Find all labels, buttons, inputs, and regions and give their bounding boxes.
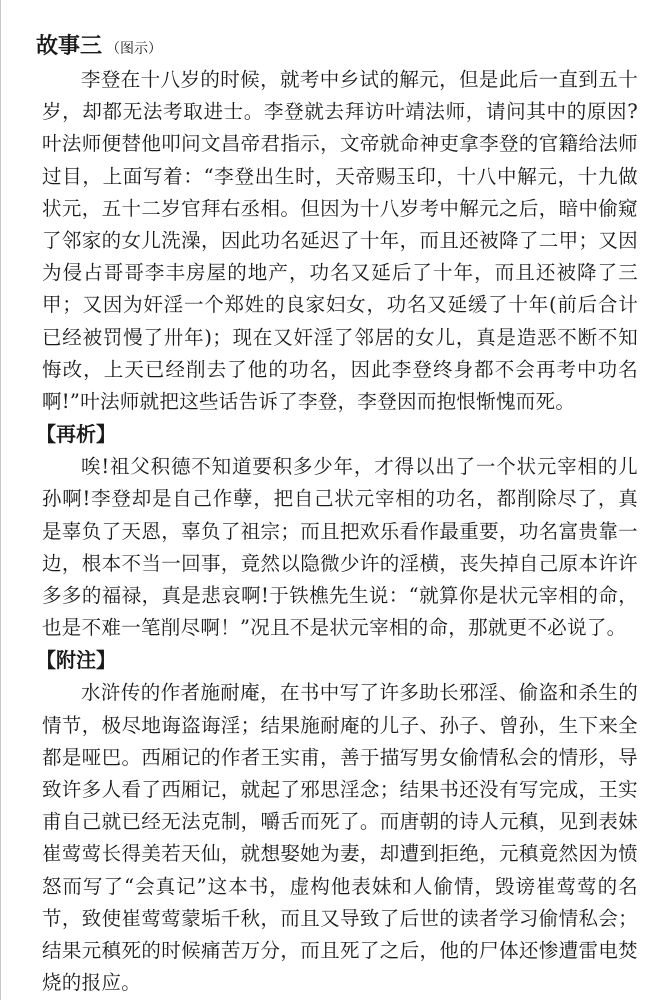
analysis-heading: 【再析】	[36, 422, 116, 447]
story-title-note: （图示）	[106, 41, 163, 57]
story-paragraph: 李登在十八岁的时候，就考中乡试的解元，但是此后一直到五十岁，却都无法考取进士。李登就去拜访叶靖法师，请问其中的原因?叶法师便替他叩问文昌帝君指示，文帝就命神吏拿李登的官籍给法师过目，上面写着：“李登出生时，天帝赐玉印，十八中解元，十九做状元，五十二岁官拜右丞相。但因为十八岁考中解元之后，暗中偷窥了邻家的女儿洗澡，因此功名延迟了十年，而且还被降了二甲；又因为侵占哥哥李丰房屋的地产，功名又延后了十年，而且还被降了三甲；又因为奸淫一个郑姓的良家妇女，功名又延缓了十年(前后合计已经被罚慢了卅年)；现在又奸淫了邻居的女儿，真是造恶不断不知悔改，上天已经削去了他的功名，因此李登终身都不会再考中功名啊!”叶法师就把这些话告诉了李登，李登因而抱恨惭愧而死。	[42, 68, 638, 414]
analysis-paragraph: 唉!祖父积德不知道要积多少年，才得以出了一个状元宰相的儿孙啊!李登却是自己作孽，把自己状元宰相的功名，都削除尽了，真是辜负了天恩，辜负了祖宗；而且把欢乐看作最重要，功名富贵靠一边，根本不当一回事，竟然以隐微少许的淫横，丧失掉自己原本许许多多的福禄，真是悲哀啊!于铁樵先生说：“就算你是状元宰相的命，也是不难一笔削尽啊！”况且不是状元宰相的命，那就更不必说了。	[42, 455, 638, 640]
note-paragraph: 水浒传的作者施耐庵，在书中写了许多助长邪淫、偷盗和杀生的情节，极尽地诲盗诲淫；结果施耐庵的儿子、孙子、曾孙，生下来全都是哑巴。西厢记的作者王实甫，善于描写男女偷情私会的情形，导致许多人看了西厢记，就起了邪思淫念；结果书还没有写完成，王实甫自己就已经无法克制，嚼舌而死了。而唐朝的诗人元稹，见到表妹崔莺莺长得美若天仙，就想娶她为妻，却遭到拒绝，元稹竟然因为愤怒而写了“会真记”这本书，虚构他表妹和人偷情，毁谤崔莺莺的名节，致使崔莺莺蒙垢千秋，而且又导致了后世的读者学习偷情私会；结果元稹死的时候痛苦万分，而且死了之后，他的尸体还惨遭雷电焚烧的报应。	[42, 681, 638, 995]
page-edge-line	[0, 0, 1, 1000]
story-title	[36, 30, 638, 64]
story-title-text: 故事三	[36, 34, 103, 59]
document-body	[36, 30, 638, 999]
note-heading: 【附注】	[36, 648, 116, 673]
